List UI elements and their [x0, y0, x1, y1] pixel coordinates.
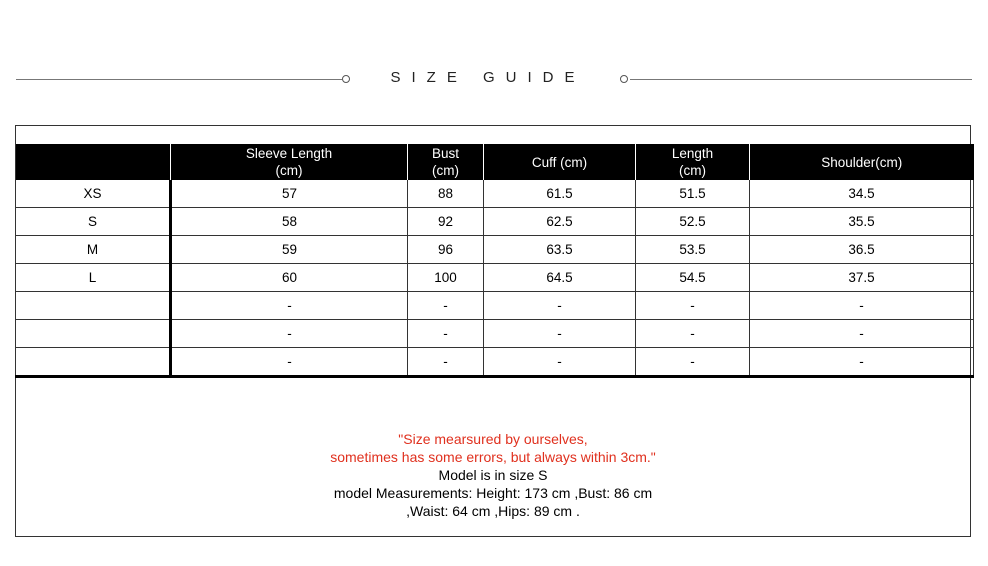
header-sleeve-length — [171, 144, 408, 180]
header-dot-left — [342, 75, 350, 83]
header-length — [636, 144, 750, 180]
table-row — [16, 180, 974, 208]
size-notes — [15, 430, 971, 520]
table-row — [16, 320, 974, 348]
cell-shoulder: 34.5 — [750, 180, 974, 208]
note-disclaimer-line2: sometimes has some errors, but always within 3cm." — [330, 449, 656, 465]
cell-length: 52.5 — [636, 208, 750, 236]
cell-size: L — [16, 264, 171, 292]
cell-shoulder: - — [750, 348, 974, 377]
size-guide-header — [0, 60, 988, 100]
cell-sleeve-length: - — [171, 292, 408, 320]
cell-sleeve-length: 58 — [171, 208, 408, 236]
header-shoulder — [750, 144, 974, 180]
table-header-row — [16, 144, 974, 180]
table-row — [16, 292, 974, 320]
cell-cuff: 62.5 — [484, 208, 636, 236]
cell-sleeve-length: 57 — [171, 180, 408, 208]
cell-bust: - — [408, 292, 484, 320]
page-title: SIZE GUIDE — [390, 69, 586, 86]
header-bust — [408, 144, 484, 180]
header-label: Cuff (cm) — [531, 154, 588, 170]
cell-size: M — [16, 236, 171, 264]
cell-shoulder: 35.5 — [750, 208, 974, 236]
size-table — [15, 144, 974, 378]
note-model-measurements-cont: ,Waist: 64 cm ,Hips: 89 cm . — [406, 503, 580, 519]
cell-cuff: 61.5 — [484, 180, 636, 208]
cell-bust: - — [408, 348, 484, 377]
cell-size — [16, 320, 171, 348]
cell-cuff: - — [484, 320, 636, 348]
table-row — [16, 264, 974, 292]
cell-bust: 92 — [408, 208, 484, 236]
table-row — [16, 236, 974, 264]
cell-bust: 100 — [408, 264, 484, 292]
cell-length: - — [636, 292, 750, 320]
header-size — [16, 144, 171, 180]
cell-size — [16, 292, 171, 320]
header-cuff — [484, 144, 636, 180]
header-label: Shoulder(cm) — [821, 154, 903, 170]
cell-cuff: 63.5 — [484, 236, 636, 264]
cell-sleeve-length: 60 — [171, 264, 408, 292]
header-label: Bust (cm) — [431, 146, 459, 178]
cell-length: 51.5 — [636, 180, 750, 208]
cell-sleeve-length: - — [171, 320, 408, 348]
cell-shoulder: 36.5 — [750, 236, 974, 264]
table-row — [16, 208, 974, 236]
cell-length: - — [636, 348, 750, 377]
cell-shoulder: 37.5 — [750, 264, 974, 292]
note-disclaimer-line1: "Size mearsured by ourselves, — [398, 431, 588, 447]
cell-shoulder: - — [750, 320, 974, 348]
table-row — [16, 348, 974, 377]
cell-length: 54.5 — [636, 264, 750, 292]
header-label: Length (cm) — [671, 146, 714, 178]
cell-size: XS — [16, 180, 171, 208]
cell-cuff: 64.5 — [484, 264, 636, 292]
cell-cuff: - — [484, 348, 636, 377]
note-model-measurements: model Measurements: Height: 173 cm ,Bust: 86 cm — [333, 485, 653, 501]
header-rule-right — [630, 79, 972, 80]
header-dot-right — [620, 75, 628, 83]
header-label: Sleeve Length (cm) — [245, 146, 333, 178]
cell-bust: 96 — [408, 236, 484, 264]
cell-bust: - — [408, 320, 484, 348]
cell-sleeve-length: 59 — [171, 236, 408, 264]
cell-length: - — [636, 320, 750, 348]
cell-size: S — [16, 208, 171, 236]
cell-cuff: - — [484, 292, 636, 320]
note-model-size: Model is in size S — [438, 467, 548, 483]
cell-bust: 88 — [408, 180, 484, 208]
cell-sleeve-length: - — [171, 348, 408, 377]
cell-length: 53.5 — [636, 236, 750, 264]
cell-shoulder: - — [750, 292, 974, 320]
header-rule-left — [16, 79, 342, 80]
cell-size — [16, 348, 171, 377]
